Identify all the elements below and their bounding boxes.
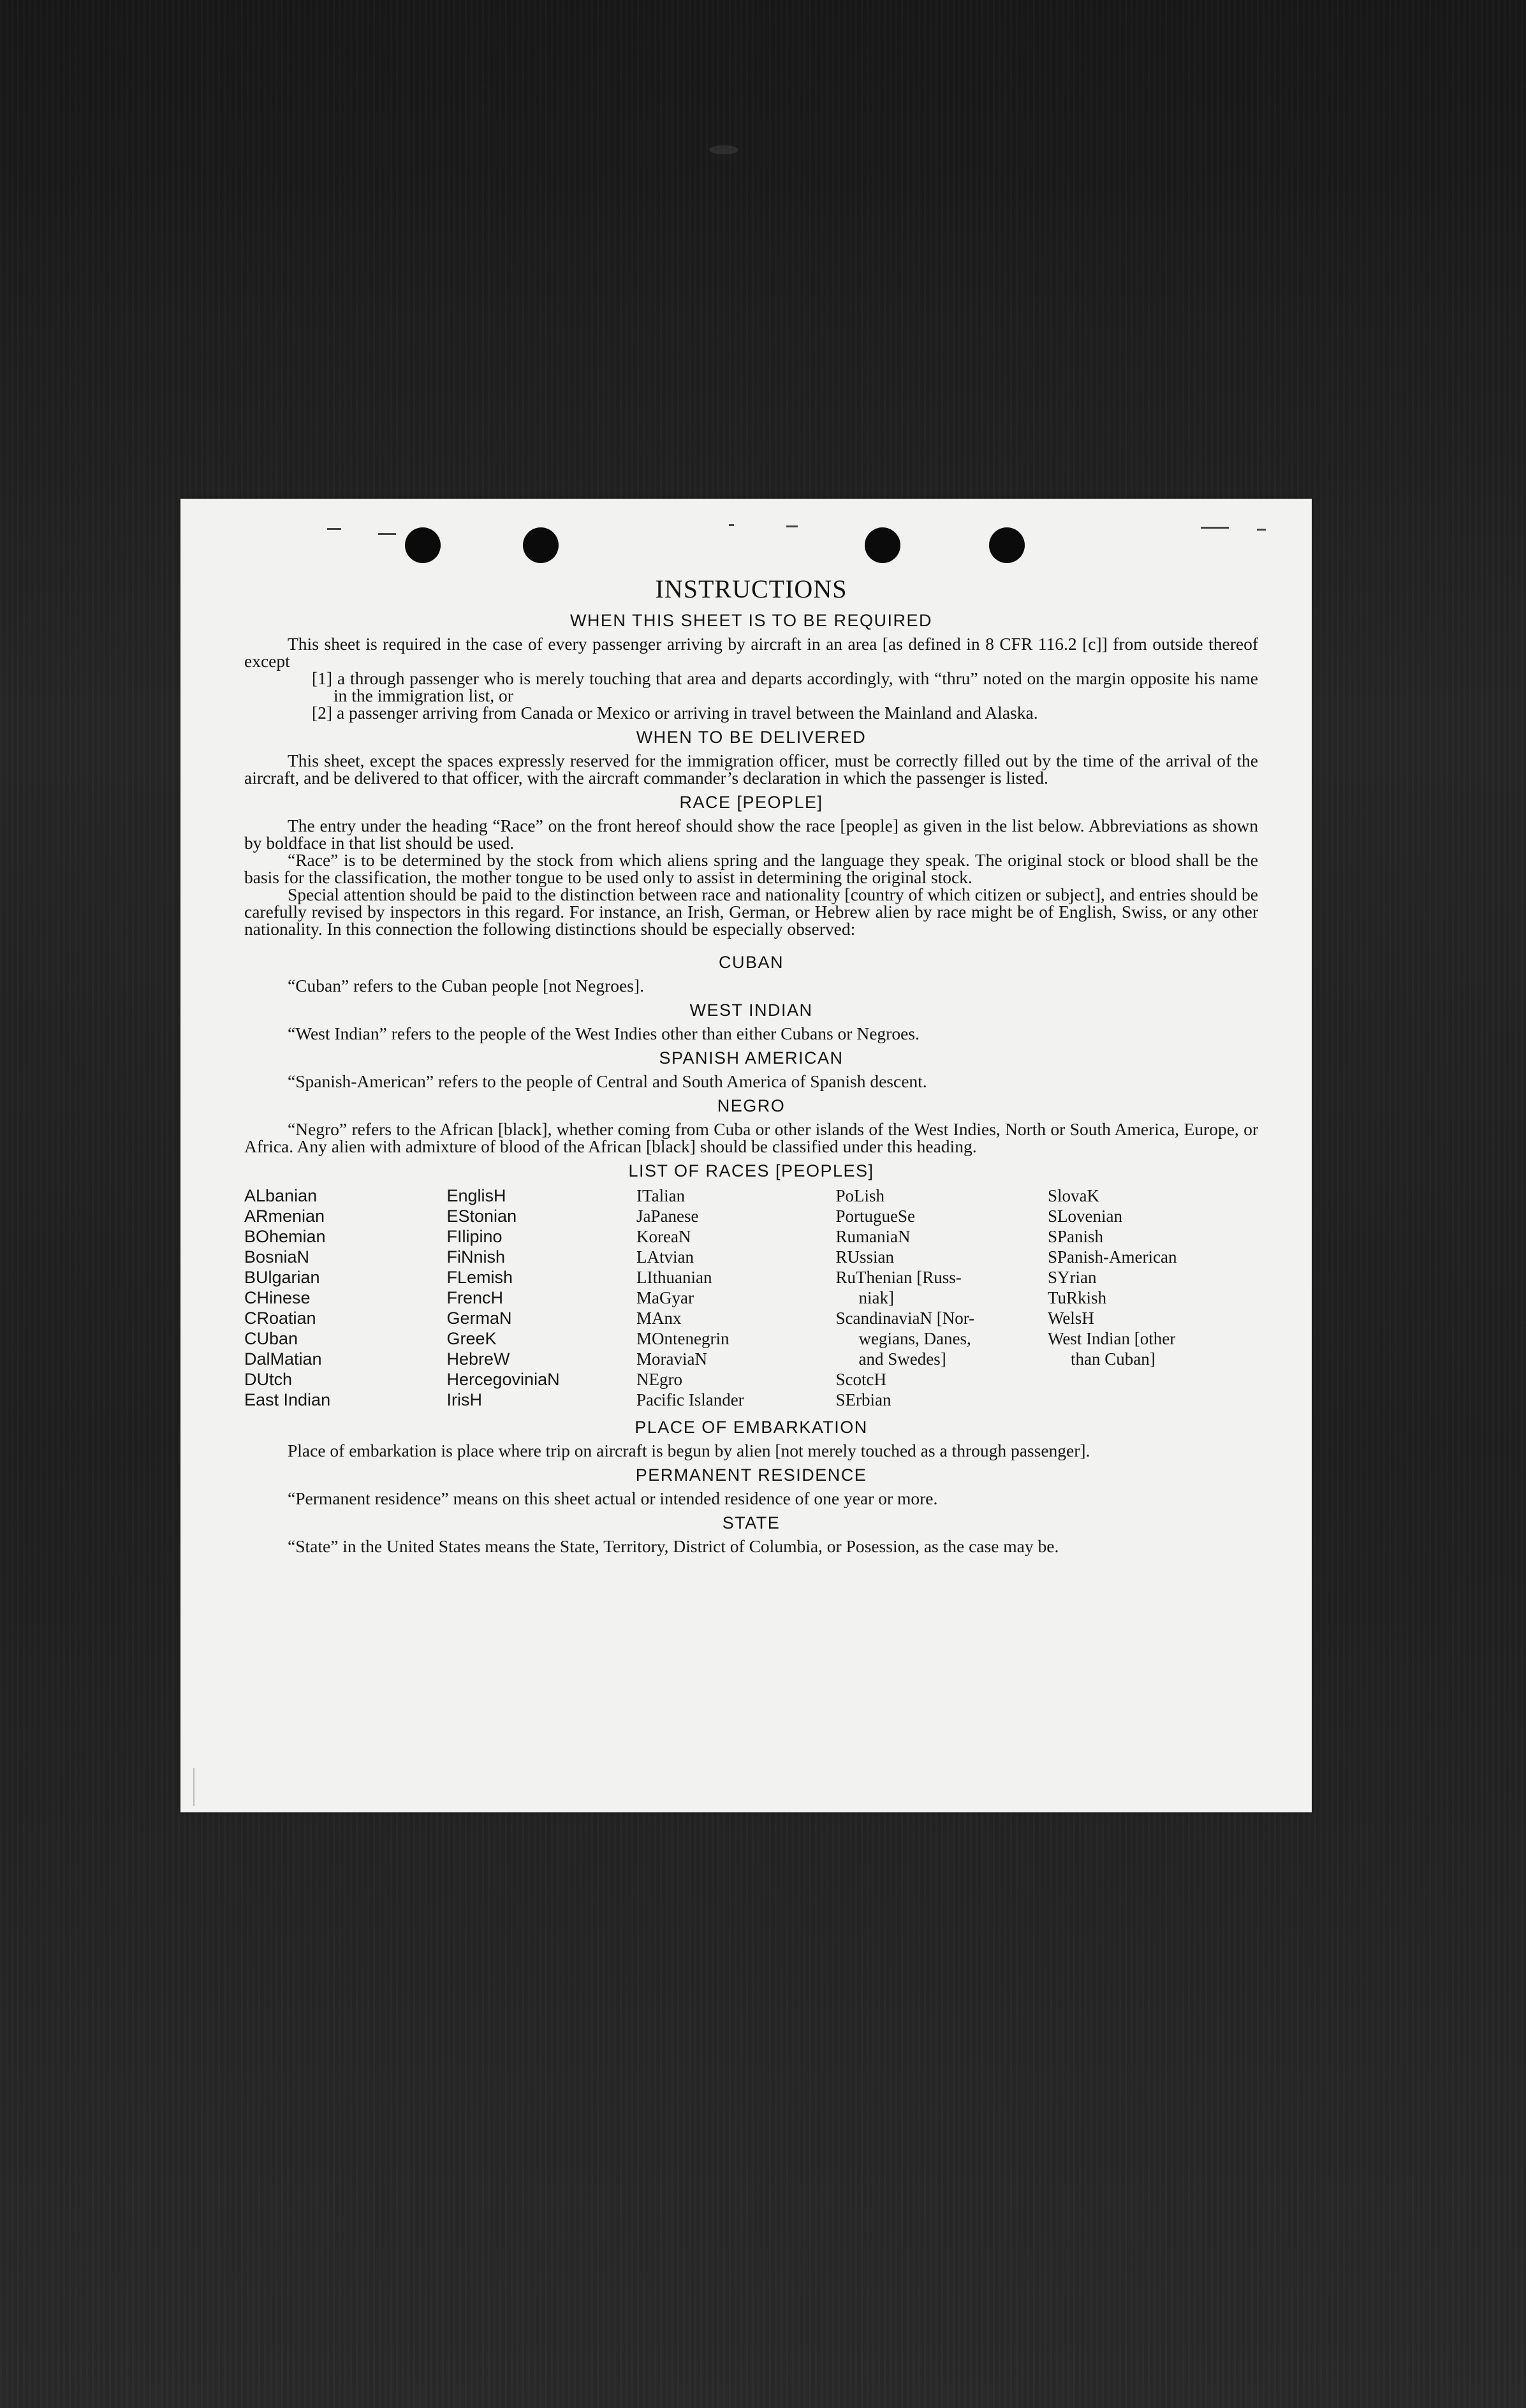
race-entry: SYrian — [1048, 1268, 1097, 1287]
required-item-1: [1] a through passenger who is merely touching that area and departs accordingly, with “thru” noted on the margin opposite his name in the immigration list, or — [312, 668, 1258, 705]
race-paragraph-1: The entry under the heading “Race” on the front hereof should show the race [people] as given in the list below. Abbreviations as shown by boldface in that list should be used. — [244, 816, 1258, 853]
races-table — [244, 1186, 1258, 1410]
race-entry-continuation: wegians, Danes, — [858, 1329, 971, 1348]
cuban-text: “Cuban” refers to the Cuban people [not Negroes]. — [288, 976, 644, 995]
race-entry: FrencH — [446, 1288, 504, 1307]
race-entry: MOntenegrin — [636, 1329, 730, 1348]
race-entry: JaPanese — [636, 1207, 699, 1226]
race-entry: SlovaK — [1048, 1186, 1099, 1205]
race-entry: EStonian — [446, 1207, 517, 1226]
race-entry: TuRkish — [1048, 1288, 1107, 1307]
section-heading-delivered: WHEN TO BE DELIVERED — [636, 728, 867, 747]
race-entry: BUlgarian — [244, 1268, 320, 1287]
race-entry: GreeK — [446, 1329, 497, 1348]
race-entry: SPanish — [1048, 1227, 1104, 1246]
race-entry: SLovenian — [1048, 1207, 1122, 1226]
race-entry-continuation: niak] — [858, 1288, 894, 1307]
race-entry: LAtvian — [636, 1247, 694, 1266]
race-entry: East Indian — [244, 1390, 331, 1409]
race-entry: LIthuanian — [636, 1268, 712, 1287]
race-entry: DalMatian — [244, 1349, 322, 1369]
race-paragraph-3: Special attention should be paid to the distinction between race and nationality [country of which citizen or subject], and entries should be carefully revised by inspectors in this regard. For instance, an Irish, German, or Hebrew alien by race might be of English, Swiss, or any other nationality. In this connection the following distinctions should be especially observed: — [244, 885, 1258, 939]
section-heading-race: RACE [PEOPLE] — [679, 793, 823, 812]
race-entry: RuThenian [Russ- — [835, 1268, 962, 1287]
race-entry: RumaniaN — [835, 1227, 911, 1246]
race-entry: ALbanian — [244, 1186, 318, 1205]
race-entry: KoreaN — [636, 1227, 691, 1246]
punch-hole — [523, 527, 559, 563]
section-heading-residence: PERMANENT RESIDENCE — [635, 1465, 867, 1485]
race-entry: ScotcH — [835, 1370, 886, 1389]
race-entry: MaGyar — [636, 1288, 694, 1307]
race-column-4 — [836, 1186, 1043, 1410]
race-entry: MoraviaN — [636, 1349, 707, 1369]
race-entry: FIlipino — [446, 1227, 503, 1246]
margin-mark — [193, 1768, 194, 1806]
delivered-text: This sheet, except the spaces expressly reserved for the immigration officer, must be correctly filled out by the time of the arrival of the aircraft, and be delivered to that officer, with the aircraft commander’s declaration in which the passenger is listed. — [244, 751, 1258, 788]
race-column-5 — [1048, 1186, 1258, 1410]
race-entry: IrisH — [446, 1390, 482, 1409]
race-column-2 — [447, 1186, 632, 1410]
race-entry: FLemish — [446, 1268, 513, 1287]
race-entry: MAnx — [636, 1309, 682, 1328]
race-entry-continuation: than Cuban] — [1071, 1349, 1156, 1369]
section-heading-embarkation: PLACE OF EMBARKATION — [635, 1418, 868, 1437]
state-text: “State” in the United States means the State, Territory, District of Columbia, or Posession, as the case may be. — [288, 1536, 1059, 1556]
race-column-3 — [636, 1186, 831, 1410]
race-entry: NEgro — [636, 1370, 682, 1389]
paper-speck — [378, 533, 396, 535]
required-item-2: [2] a passenger arriving from Canada or Mexico or arriving in travel between the Mainland and Alaska. — [312, 703, 1038, 723]
film-artifact — [709, 145, 738, 154]
instruction-sheet — [180, 499, 1312, 1812]
paper-speck — [1201, 527, 1229, 529]
required-intro: This sheet is required in the case of every passenger arriving by aircraft in an area [as defined in 8 CFR 116.2 [c]] from outside thereof except — [244, 634, 1258, 671]
spanish-american-text: “Spanish-American” refers to the people of Central and South America of Spanish descent. — [288, 1071, 927, 1091]
race-entry: DUtch — [244, 1370, 293, 1389]
race-paragraph-2: “Race” is to be determined by the stock from which aliens spring and the language they speak. The original stock or blood shall be the basis for the classification, the mother tongue to be used only to assist in determining the original stock. — [244, 850, 1258, 887]
residence-text: “Permanent residence” means on this sheet actual or intended residence of one year or more. — [288, 1488, 938, 1508]
section-heading-required: WHEN THIS SHEET IS TO BE REQUIRED — [569, 611, 933, 630]
race-entry: CRoatian — [244, 1309, 316, 1328]
race-entry: RUssian — [835, 1247, 895, 1266]
section-heading-state: STATE — [722, 1513, 781, 1532]
race-entry: EnglisH — [446, 1186, 506, 1205]
section-heading-spanish-american: SPANISH AMERICAN — [659, 1048, 844, 1068]
section-heading-list-of-races: LIST OF RACES [PEOPLES] — [628, 1161, 874, 1180]
race-entry: FiNnish — [446, 1247, 506, 1266]
negro-text: “Negro” refers to the African [black], whether coming from Cuba or other islands of the West Indies, North or South America, Europe, or Africa. Any alien with admixture of blood of the African [black] should be classified under this heading. — [244, 1119, 1258, 1156]
west-indian-text: “West Indian” refers to the people of the West Indies other than either Cubans or Negroes. — [288, 1024, 920, 1043]
race-entry-continuation: and Swedes] — [858, 1349, 946, 1369]
race-entry: ARmenian — [244, 1207, 325, 1226]
paper-speck — [327, 528, 341, 530]
race-entry: CUban — [244, 1329, 298, 1348]
race-entry: WelsH — [1048, 1309, 1094, 1328]
race-entry: GermaN — [446, 1309, 512, 1328]
section-heading-west-indian: WEST INDIAN — [689, 1001, 813, 1020]
race-entry: SPanish-American — [1048, 1247, 1177, 1266]
page-title: INSTRUCTIONS — [655, 575, 847, 603]
race-entry: CHinese — [244, 1288, 311, 1307]
race-entry: PoLish — [835, 1186, 885, 1205]
punch-hole — [989, 527, 1025, 563]
paper-speck — [1257, 529, 1266, 531]
sheet-content — [244, 574, 1258, 1555]
race-entry: SErbian — [835, 1390, 891, 1409]
section-heading-cuban: CUBAN — [718, 953, 784, 972]
race-entry: ITalian — [636, 1186, 686, 1205]
race-column-1 — [244, 1186, 442, 1410]
paper-speck — [729, 524, 734, 526]
punch-hole — [865, 527, 900, 563]
section-heading-negro: NEGRO — [717, 1096, 786, 1115]
race-entry: HebreW — [446, 1349, 510, 1369]
race-entry: BosniaN — [244, 1247, 310, 1266]
race-entry: HercegoviniaN — [446, 1370, 560, 1389]
paper-speck — [786, 525, 798, 527]
race-entry: PortugueSe — [835, 1207, 915, 1226]
race-entry: BOhemian — [244, 1227, 326, 1246]
race-entry: West Indian [other — [1048, 1329, 1176, 1348]
punch-hole — [405, 527, 441, 563]
embarkation-text: Place of embarkation is place where trip on aircraft is begun by alien [not merely touched as a through passenger]. — [288, 1441, 1090, 1460]
race-entry: ScandinaviaN [Nor- — [835, 1309, 975, 1328]
race-entry: Pacific Islander — [636, 1390, 744, 1409]
